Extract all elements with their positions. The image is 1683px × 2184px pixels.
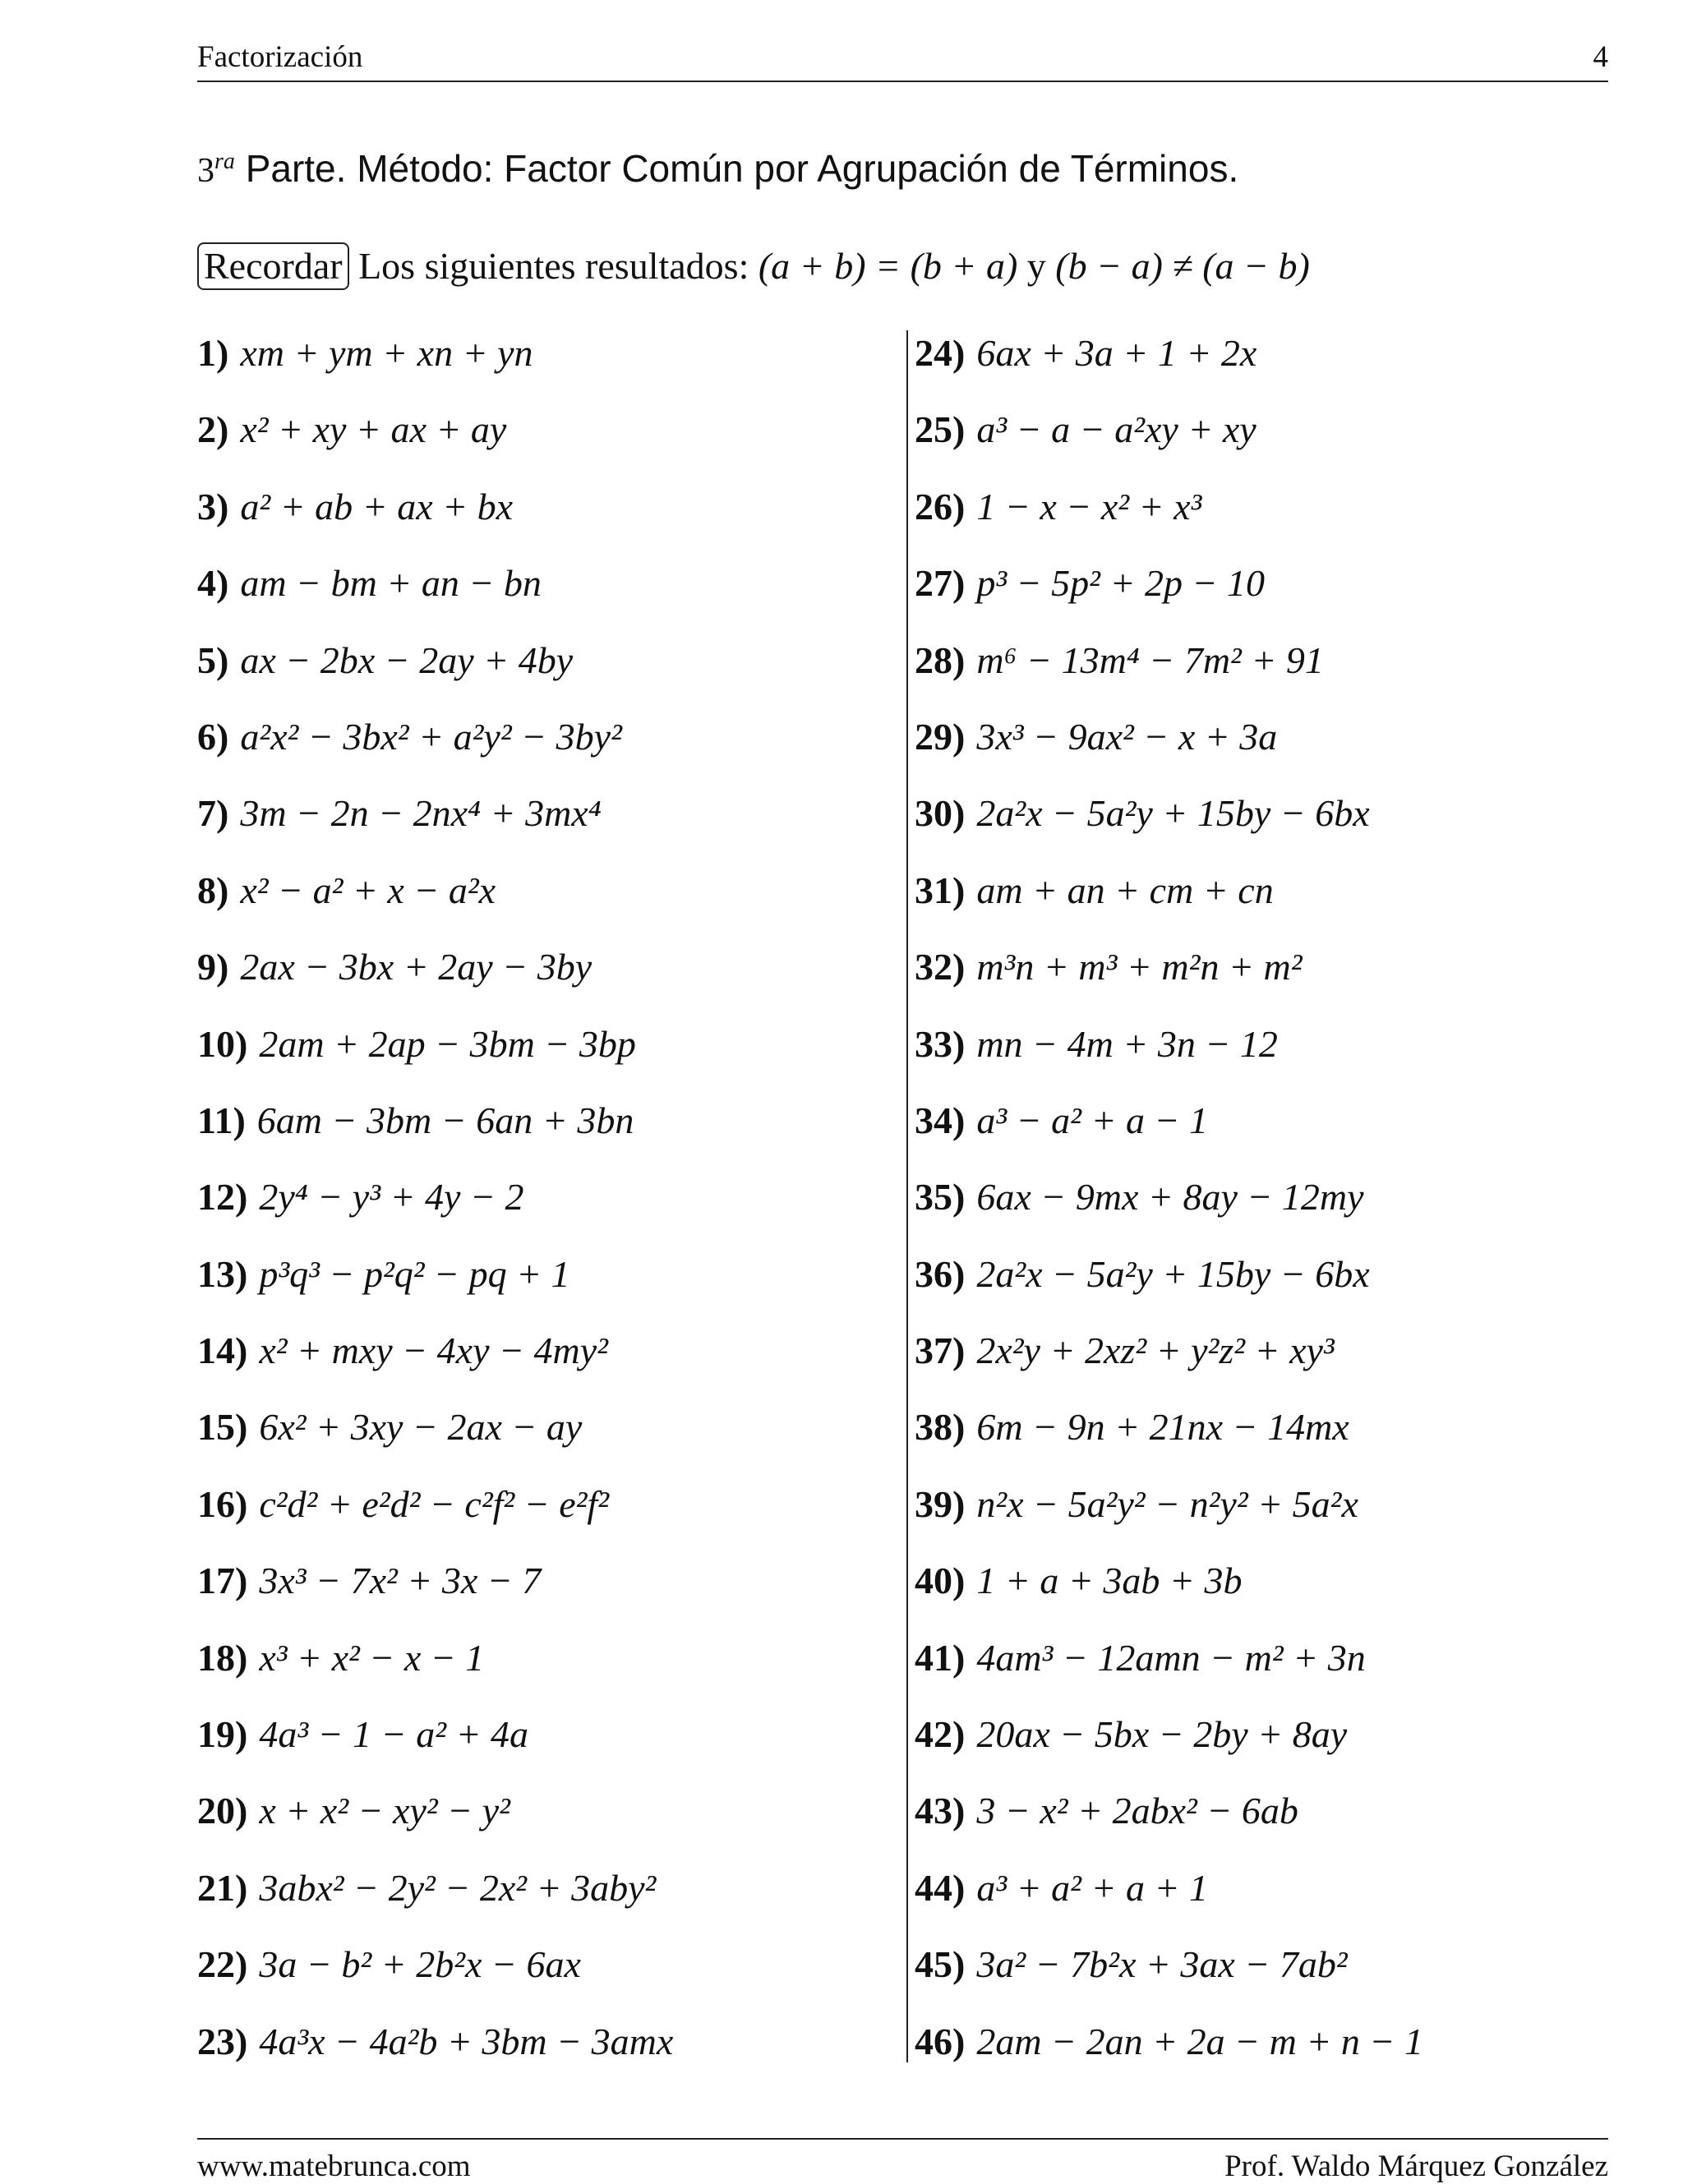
exercise-expression: a²x² − 3bx² + a²y² − 3by² [240, 715, 622, 758]
exercise-expression: 20ax − 5bx − 2by + 8ay [976, 1713, 1348, 1756]
exercise-number: 13) [197, 1252, 248, 1295]
section-title [197, 146, 1238, 191]
exercise-item [915, 786, 1605, 862]
exercise-number: 16) [197, 1482, 248, 1525]
exercise-item [915, 1323, 1605, 1399]
exercise-item [915, 1860, 1605, 1937]
exercise-number: 37) [915, 1329, 966, 1372]
exercise-item [197, 786, 896, 862]
exercise-number: 22) [197, 1943, 248, 1986]
exercise-item [197, 1783, 896, 1859]
exercise-number: 38) [915, 1406, 966, 1449]
exercise-number: 42) [915, 1713, 966, 1756]
exercise-expression: am + an + cm + cn [976, 869, 1274, 911]
exercise-number: 43) [915, 1790, 966, 1832]
exercise-expression: 4am³ − 12amn − m² + 3n [976, 1636, 1366, 1679]
exercise-number: 31) [915, 869, 966, 911]
exercise-item [915, 1707, 1605, 1783]
exercise-number: 34) [915, 1099, 966, 1141]
exercise-expression: a³ − a − a²xy + xy [976, 408, 1256, 451]
exercise-expression: 6m − 9n + 21nx − 14mx [976, 1406, 1349, 1449]
page-number: 4 [1593, 40, 1608, 74]
exercise-item [915, 1783, 1605, 1859]
exercise-item [915, 479, 1605, 555]
exercise-expression: 1 + a + 3ab + 3b [976, 1560, 1243, 1602]
exercise-item [197, 1553, 896, 1629]
exercise-expression: x³ + x² − x − 1 [259, 1636, 485, 1679]
exercise-expression: x² − a² + x − a²x [240, 869, 496, 911]
exercise-number: 30) [915, 792, 966, 835]
exercise-item [197, 555, 896, 632]
reminder-text: Los siguientes resultados: [358, 245, 749, 287]
exercise-number: 19) [197, 1713, 248, 1756]
exercise-number: 29) [915, 715, 966, 758]
exercise-item [197, 1093, 896, 1169]
exercise-number: 33) [915, 1022, 966, 1065]
exercise-column-left [197, 325, 896, 2090]
footer-rule [197, 2138, 1608, 2140]
section-ordinal [197, 149, 235, 190]
exercise-item [915, 709, 1605, 786]
exercise-expression: 3x³ − 9ax² − x + 3a [976, 715, 1278, 758]
exercise-expression: 6x² + 3xy − 2ax − ay [259, 1406, 583, 1449]
exercise-item [197, 1169, 896, 1246]
exercise-expression: p³ − 5p² + 2p − 10 [976, 562, 1266, 605]
exercise-item [915, 555, 1605, 632]
exercise-number: 36) [915, 1252, 966, 1295]
exercise-number: 23) [197, 2020, 248, 2062]
exercise-item [915, 1553, 1605, 1629]
exercise-expression: 2y⁴ − y³ + 4y − 2 [259, 1176, 524, 1219]
exercise-item [915, 1937, 1605, 2013]
header-title: Factorización [197, 40, 363, 74]
exercise-number: 9) [197, 946, 229, 988]
exercise-expression: x² + xy + ax + ay [240, 408, 507, 451]
exercise-number: 26) [915, 485, 966, 528]
exercise-item [197, 1246, 896, 1323]
exercise-item [915, 633, 1605, 709]
exercise-expression: 3a² − 7b²x + 3ax − 7ab² [976, 1943, 1348, 1986]
exercise-item [915, 1399, 1605, 1476]
exercise-expression: a³ + a² + a + 1 [976, 1866, 1209, 1909]
footer-website: www.matebrunca.com [197, 2149, 471, 2183]
exercise-expression: 2a²x − 5a²y + 15by − 6bx [976, 1252, 1370, 1295]
exercise-expression: am − bm + an − bn [240, 562, 542, 605]
exercise-item [915, 1093, 1605, 1169]
exercise-number: 2) [197, 408, 229, 451]
exercise-expression: 3m − 2n − 2nx⁴ + 3mx⁴ [240, 792, 602, 835]
reminder-box-label: Recordar [197, 242, 349, 290]
exercise-number: 20) [197, 1790, 248, 1832]
exercise-expression: 3a − b² + 2b²x − 6ax [259, 1943, 581, 1986]
header-rule [197, 81, 1608, 82]
exercise-number: 44) [915, 1866, 966, 1909]
exercise-column-right [915, 325, 1605, 2090]
exercise-number: 21) [197, 1866, 248, 1909]
exercise-expression: c²d² + e²d² − c²f² − e²f² [259, 1482, 610, 1525]
exercise-expression: mn − 4m + 3n − 12 [976, 1022, 1278, 1065]
exercise-item [915, 325, 1605, 402]
exercise-number: 3) [197, 485, 229, 528]
exercise-expression: 1 − x − x² + x³ [976, 485, 1202, 528]
exercise-number: 24) [915, 332, 966, 374]
exercise-item [197, 2014, 896, 2090]
exercise-number: 1) [197, 332, 229, 374]
exercise-number: 41) [915, 1636, 966, 1679]
exercise-expression: xm + ym + xn + yn [240, 332, 533, 374]
exercise-expression: 6ax − 9mx + 8ay − 12my [976, 1176, 1364, 1219]
exercise-number: 45) [915, 1943, 966, 1986]
exercise-item [915, 1246, 1605, 1323]
exercise-number: 28) [915, 638, 966, 681]
exercise-expression: 2x²y + 2xz² + y²z² + xy³ [976, 1329, 1335, 1372]
exercise-number: 17) [197, 1560, 248, 1602]
exercise-number: 8) [197, 869, 229, 911]
exercise-item [197, 1937, 896, 2013]
exercise-item [197, 633, 896, 709]
exercise-expression: 2am + 2ap − 3bm − 3bp [259, 1022, 636, 1065]
section-ordinal-number: 3 [197, 152, 214, 190]
reminder-identity-1: (a + b) = (b + a) [758, 245, 1018, 287]
exercise-item [197, 939, 896, 1016]
exercise-expression: n²x − 5a²y² − n²y² + 5a²x [976, 1482, 1358, 1525]
section-title-text: Parte. Método: Factor Común por Agrupación de Términos. [245, 147, 1239, 190]
exercise-expression: a² + ab + ax + bx [240, 485, 514, 528]
exercise-expression: 4a³x − 4a²b + 3bm − 3amx [259, 2020, 674, 2062]
reminder-identity-2: (b − a) ≠ (a − b) [1055, 245, 1310, 287]
exercise-item [197, 1399, 896, 1476]
exercise-expression: p³q³ − p²q² − pq + 1 [259, 1252, 570, 1295]
exercise-item [915, 939, 1605, 1016]
exercise-expression: a³ − a² + a − 1 [976, 1099, 1209, 1141]
exercise-item [915, 402, 1605, 478]
exercise-item [197, 1477, 896, 1553]
exercise-number: 40) [915, 1560, 966, 1602]
exercise-item [197, 1860, 896, 1937]
exercise-item [197, 1630, 896, 1707]
exercise-item [915, 863, 1605, 939]
reminder-connector: y [1026, 245, 1046, 287]
exercise-item [915, 1477, 1605, 1553]
column-divider [906, 330, 908, 2062]
exercise-item [915, 1630, 1605, 1707]
exercise-number: 10) [197, 1022, 248, 1065]
exercise-expression: ax − 2bx − 2ay + 4by [240, 638, 574, 681]
exercise-item [197, 1707, 896, 1783]
exercise-item [197, 479, 896, 555]
exercise-item [197, 863, 896, 939]
exercise-expression: 3x³ − 7x² + 3x − 7 [259, 1560, 542, 1602]
exercise-expression: 3abx² − 2y² − 2x² + 3aby² [259, 1866, 657, 1909]
exercise-number: 15) [197, 1406, 248, 1449]
exercise-item [915, 1016, 1605, 1093]
exercise-number: 25) [915, 408, 966, 451]
footer-author: Prof. Waldo Márquez González [1224, 2149, 1608, 2183]
exercise-expression: 6ax + 3a + 1 + 2x [976, 332, 1257, 374]
exercise-expression: x² + mxy − 4xy − 4my² [259, 1329, 608, 1372]
exercise-number: 14) [197, 1329, 248, 1372]
exercise-expression: 2am − 2an + 2a − m + n − 1 [976, 2020, 1423, 2062]
exercise-expression: 2a²x − 5a²y + 15by − 6bx [976, 792, 1370, 835]
exercise-item [915, 2014, 1605, 2090]
exercise-expression: 4a³ − 1 − a² + 4a [259, 1713, 529, 1756]
exercise-number: 4) [197, 562, 229, 605]
exercise-number: 7) [197, 792, 229, 835]
exercise-item [197, 325, 896, 402]
section-ordinal-suffix: ra [214, 149, 235, 174]
exercise-expression: 3 − x² + 2abx² − 6ab [976, 1790, 1298, 1832]
exercise-number: 39) [915, 1482, 966, 1525]
exercise-number: 32) [915, 946, 966, 988]
exercise-number: 5) [197, 638, 229, 681]
exercise-expression: 2ax − 3bx + 2ay − 3by [240, 946, 593, 988]
exercise-number: 11) [197, 1099, 246, 1141]
exercise-item [197, 709, 896, 786]
exercise-expression: 6am − 3bm − 6an + 3bn [256, 1099, 634, 1141]
exercise-number: 18) [197, 1636, 248, 1679]
reminder-line [197, 242, 1310, 290]
exercise-expression: m³n + m³ + m²n + m² [976, 946, 1303, 988]
exercise-number: 35) [915, 1176, 966, 1219]
exercise-expression: m⁶ − 13m⁴ − 7m² + 91 [976, 638, 1324, 681]
exercise-item [197, 1016, 896, 1093]
exercise-item [197, 1323, 896, 1399]
exercise-number: 6) [197, 715, 229, 758]
exercise-expression: x + x² − xy² − y² [259, 1790, 510, 1832]
exercise-item [197, 402, 896, 478]
exercise-number: 12) [197, 1176, 248, 1219]
exercise-number: 27) [915, 562, 966, 605]
exercise-number: 46) [915, 2020, 966, 2062]
exercise-item [915, 1169, 1605, 1246]
